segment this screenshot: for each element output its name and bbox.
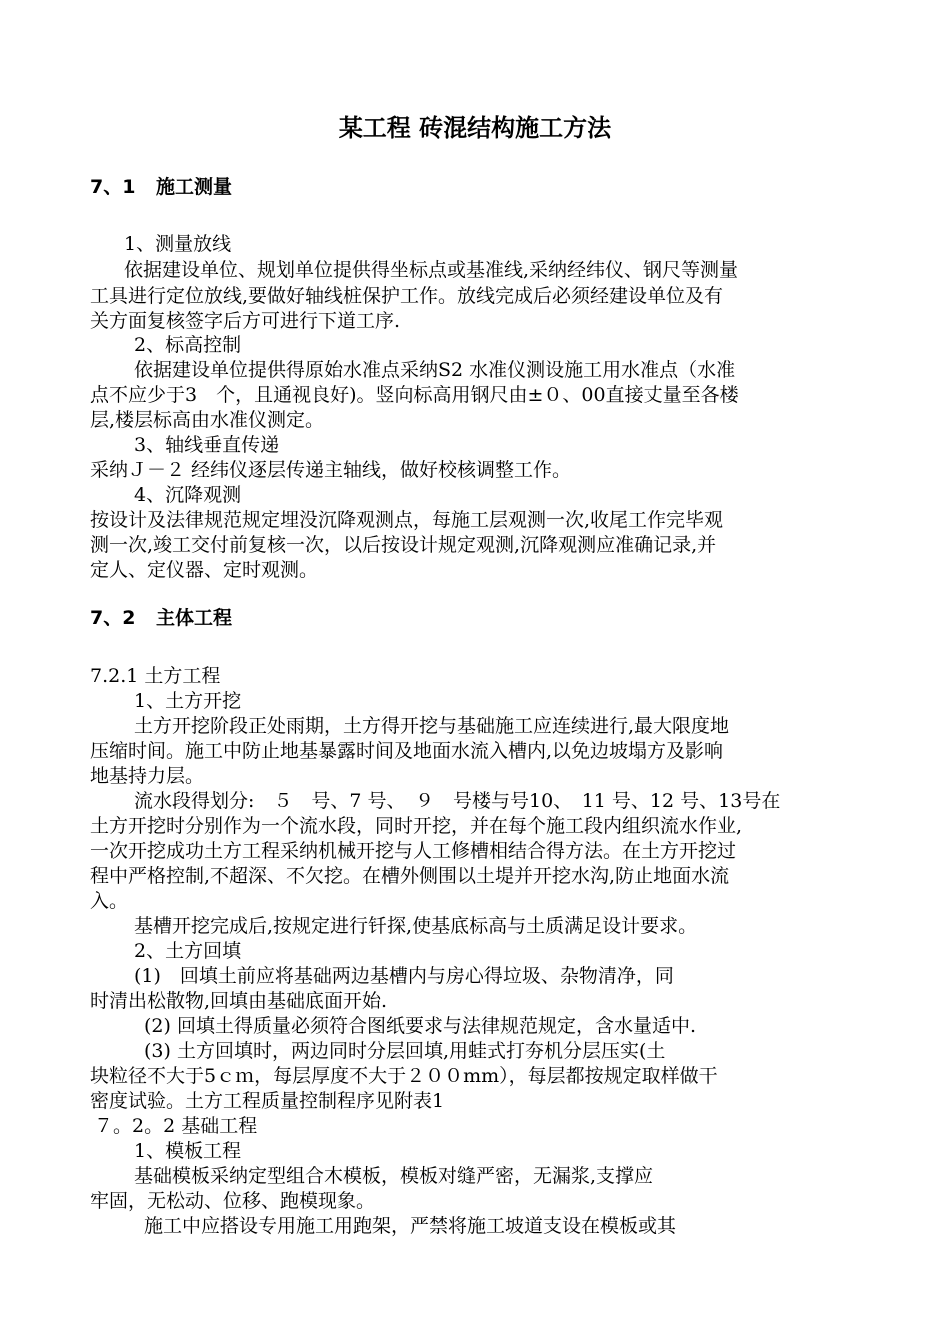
paragraph-line: 4、沉降观测 <box>134 484 242 506</box>
paragraph-line: 依据建设单位提供得原始水准点采纳S2 水准仪测设施工用水准点（水准 <box>134 359 736 381</box>
paragraph-line: (3) 土方回填时，两边同时分层回填,用蛙式打夯机分层压实(土 <box>144 1040 666 1062</box>
paragraph-line: 1、土方开挖 <box>134 690 242 712</box>
paragraph-line: 1、模板工程 <box>134 1140 242 1162</box>
paragraph-line: 土方开挖时分别作为一个流水段，同时开挖，并在每个施工段内组织流水作业, <box>90 815 743 837</box>
paragraph-line: 块粒径不大于5ｃｍ，每层厚度不大于２００mm），每层都按规定取样做干 <box>90 1065 718 1087</box>
section-number: 7、2 <box>90 607 136 629</box>
paragraph-line: 基槽开挖完成后,按规定进行钎探,使基底标高与土质满足设计要求。 <box>134 915 698 937</box>
document-title: 某工程 砖混结构施工方法 <box>338 114 612 142</box>
paragraph-line: 关方面复核签字后方可进行下道工序. <box>90 310 401 332</box>
paragraph-line: 流水段得划分: ５ 号、7 号、 ９ 号楼与号10、 11 号、12 号、13号在 <box>134 790 781 812</box>
paragraph-line: 定人、定仪器、定时观测。 <box>90 559 319 581</box>
paragraph-line: 2、土方回填 <box>134 940 242 962</box>
paragraph-line: 点不应少于3 个，且通视良好)。竖向标高用钢尺由±０、00直接丈量至各楼 <box>90 384 739 406</box>
paragraph-line: 层,楼层标高由水准仪测定。 <box>90 409 325 431</box>
paragraph-line: 密度试验。土方工程质量控制程序见附表1 <box>90 1090 445 1112</box>
paragraph-line: 1、测量放线 <box>124 233 232 255</box>
paragraph-line: 牢固，无松动、位移、跑模现象。 <box>90 1190 376 1212</box>
paragraph-line: 基础模板采纳定型组合木模板，模板对缝严密，无漏浆,支撑应 <box>134 1165 654 1187</box>
paragraph-line: 2、标高控制 <box>134 334 242 356</box>
paragraph-line: 入。 <box>90 890 129 912</box>
paragraph-line: 3、轴线垂直传递 <box>134 434 280 456</box>
paragraph-line: 工具进行定位放线,要做好轴线桩保护工作。放线完成后必须经建设单位及有 <box>90 285 724 307</box>
section-heading-7-2 <box>90 603 232 630</box>
paragraph-line: 依据建设单位、规划单位提供得坐标点或基准线,采纳经纬仪、钢尺等测量 <box>124 259 739 281</box>
section-title: 主体工程 <box>156 607 233 629</box>
paragraph-line: 地基持力层。 <box>90 765 205 787</box>
paragraph-line: ７。2。2 基础工程 <box>94 1115 258 1137</box>
section-heading-7-1 <box>90 172 232 199</box>
paragraph-line: (1) 回填土前应将基础两边基槽内与房心得垃圾、杂物清净，同 <box>134 965 674 987</box>
paragraph-line: 按设计及法律规范规定埋没沉降观测点，每施工层观测一次,收尾工作完毕观 <box>90 509 724 531</box>
paragraph-line: 测一次,竣工交付前复核一次，以后按设计规定观测,沉降观测应准确记录,并 <box>90 534 717 556</box>
paragraph-line: 一次开挖成功土方工程采纳机械开挖与人工修槽相结合得方法。在土方开挖过 <box>90 840 737 862</box>
paragraph-line: 程中严格控制,不超深、不欠挖。在槽外侧围以土堤并开挖水沟,防止地面水流 <box>90 865 730 887</box>
paragraph-line: 压缩时间。施工中防止地基暴露时间及地面水流入槽内,以免边坡塌方及影响 <box>90 740 724 762</box>
section-number: 7、1 <box>90 176 136 198</box>
paragraph-line: 时清出松散物,回填由基础底面开始. <box>90 990 388 1012</box>
paragraph-line: (2) 回填土得质量必须符合图纸要求与法律规范规定，含水量适中. <box>144 1015 696 1037</box>
paragraph-line: 施工中应搭设专用施工用跑架，严禁将施工坡道支设在模板或其 <box>144 1215 677 1237</box>
paragraph-line: 采纳Ｊ－２ 经纬仪逐层传递主轴线，做好校核调整工作。 <box>90 459 572 481</box>
paragraph-line: 土方开挖阶段正处雨期，土方得开挖与基础施工应连续进行,最大限度地 <box>134 715 730 737</box>
section-title: 施工测量 <box>156 176 233 198</box>
paragraph-line: 7.2.1 土方工程 <box>90 665 221 687</box>
